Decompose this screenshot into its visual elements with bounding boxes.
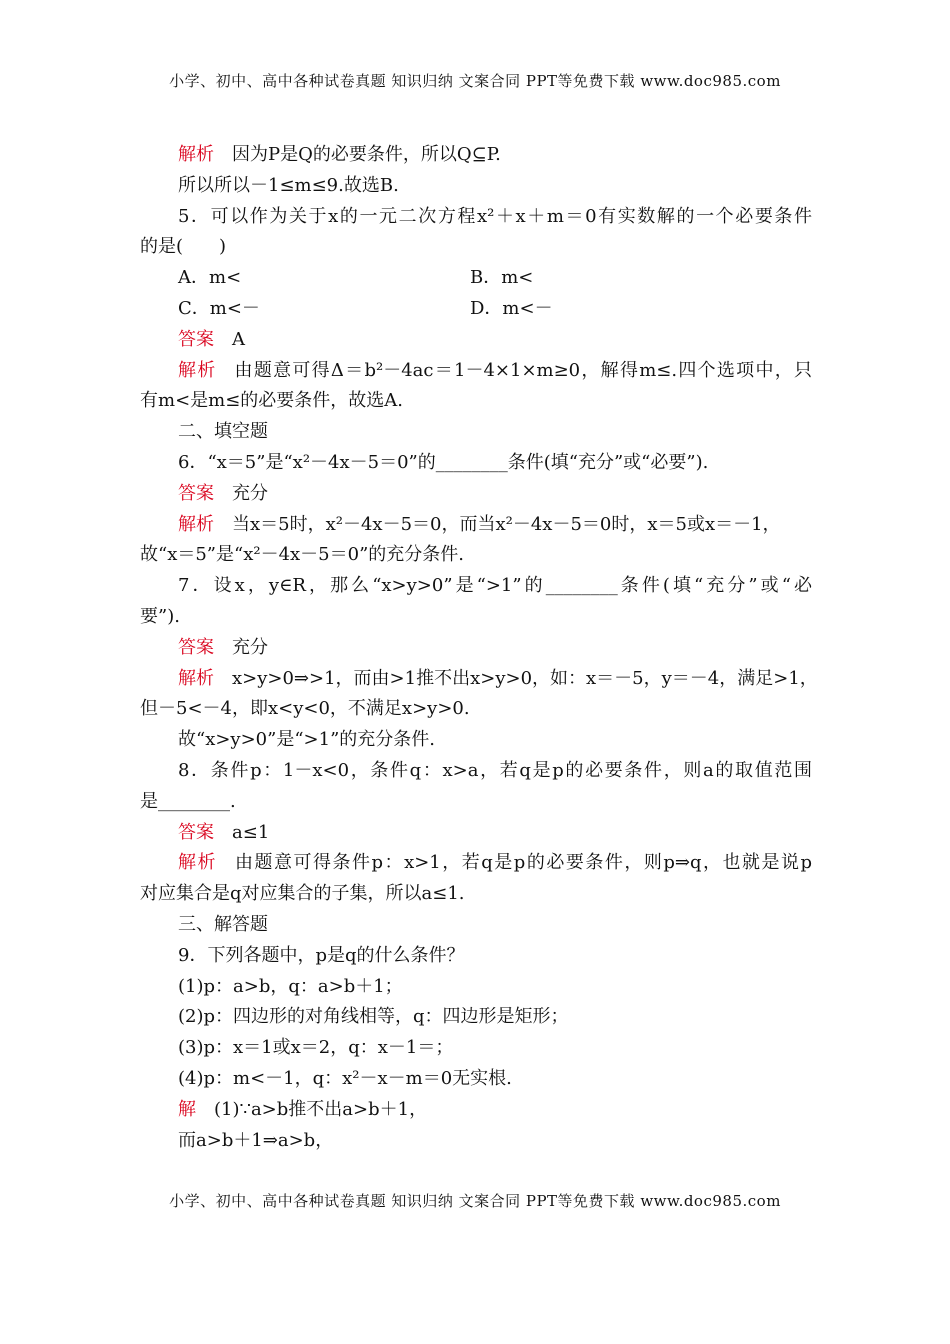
- analysis-cont: 对应集合是q对应集合的子集，所以a≤1.: [140, 883, 465, 905]
- analysis-cont: 有m<是m≤的必要条件，故选A.: [140, 390, 404, 412]
- option-c: C．m<－: [178, 297, 260, 319]
- analysis-tag: 解析: [178, 144, 214, 165]
- analysis-line: 解析 因为P是Q的必要条件，所以Q⊆P.: [178, 144, 501, 165]
- solution-cont: 而a>b＋1⇒a>b，: [178, 1129, 334, 1151]
- analysis-cont: 故“x>y>0”是“>1”的充分条件.: [178, 729, 436, 751]
- answer-tag: 答案: [178, 821, 214, 843]
- answer-tag: 答案: [178, 482, 214, 504]
- option-b: B．m<: [470, 267, 534, 289]
- sub-question: (2)p：四边形的对角线相等，q：四边形是矩形；: [178, 1006, 569, 1028]
- analysis-tag: 解析: [178, 852, 218, 874]
- section-heading: 二、填空题: [178, 421, 268, 443]
- answer-line: 答案 a≤1: [178, 821, 270, 843]
- option-a: A．m<: [178, 267, 242, 289]
- question-5-cont: 的是( ): [140, 236, 227, 258]
- analysis-cont: 但－5<－4，即x<y<0，不满足x>y>0.: [140, 698, 470, 720]
- question-9: 9．下列各题中，p是q的什么条件？: [178, 944, 465, 966]
- sub-question: (4)p：m<－1，q：x²－x－m＝0无实根.: [178, 1067, 512, 1089]
- question-6: 6．“x＝5”是“x²－4x－5＝0”的________条件(填“充分”或“必要”).: [178, 451, 709, 473]
- document-body: [140, 140, 818, 1156]
- analysis-line: 解析 由题意可得Δ＝b²－4ac＝1－4×1×m≥0，解得m≤.四个选项中，只: [178, 359, 812, 381]
- analysis-tag: 解析: [178, 359, 217, 381]
- options-row-2: [140, 294, 812, 325]
- analysis-line: 解析 当x＝5时，x²－4x－5＝0，而当x²－4x－5＝0时，x＝5或x＝－1，: [178, 513, 781, 535]
- answer-tag: 答案: [178, 636, 214, 658]
- page-footer: 小学、初中、高中各种试卷真题 知识归纳 文案合同 PPT等免费下载 www.doc985.com: [169, 1192, 781, 1210]
- answer-line: 答案 充分: [178, 482, 268, 504]
- solution-tag: 解: [178, 1098, 196, 1120]
- sub-question: (1)p：a>b，q：a>b＋1；: [178, 975, 403, 997]
- analysis-tag: 解析: [178, 667, 214, 689]
- answer-tag: 答案: [178, 328, 214, 350]
- analysis-cont: 故“x＝5”是“x²－4x－5＝0”的充分条件.: [140, 544, 465, 566]
- analysis-line: 解析 x>y>0⇒>1，而由>1推不出x>y>0，如：x＝－5，y＝－4，满足>1，: [178, 667, 818, 689]
- analysis-tag: 解析: [178, 513, 214, 535]
- analysis-line: 解析 由题意可得条件p：x>1，若q是p的必要条件，则p⇒q，也就是说p: [178, 852, 813, 874]
- option-d: D．m<－: [470, 297, 553, 319]
- question-7: 7．设x，y∈R，那么“x>y>0”是“>1”的________条件(填“充分”或“必: [178, 575, 812, 597]
- solution-line: 解 (1)∵a>b推不出a>b＋1，: [178, 1098, 428, 1120]
- question-8: 8．条件p：1－x<0，条件q：x>a，若q是p的必要条件，则a的取值范围: [178, 759, 812, 781]
- page-header: 小学、初中、高中各种试卷真题 知识归纳 文案合同 PPT等免费下载 www.doc985.com: [169, 72, 781, 90]
- options-row-1: [140, 263, 812, 294]
- question-7-cont: 要”).: [140, 605, 180, 627]
- section-heading: 三、解答题: [178, 913, 268, 935]
- text-line: 所以所以－1≤m≤9.故选B.: [178, 174, 399, 196]
- answer-line: 答案 充分: [178, 636, 268, 658]
- answer-line: 答案 A: [178, 328, 245, 350]
- question-8-cont: 是________.: [140, 790, 236, 812]
- question-5: 5．可以作为关于x的一元二次方程x²＋x＋m＝0有实数解的一个必要条件: [178, 205, 812, 227]
- sub-question: (3)p：x＝1或x＝2，q：x－1＝；: [178, 1037, 454, 1059]
